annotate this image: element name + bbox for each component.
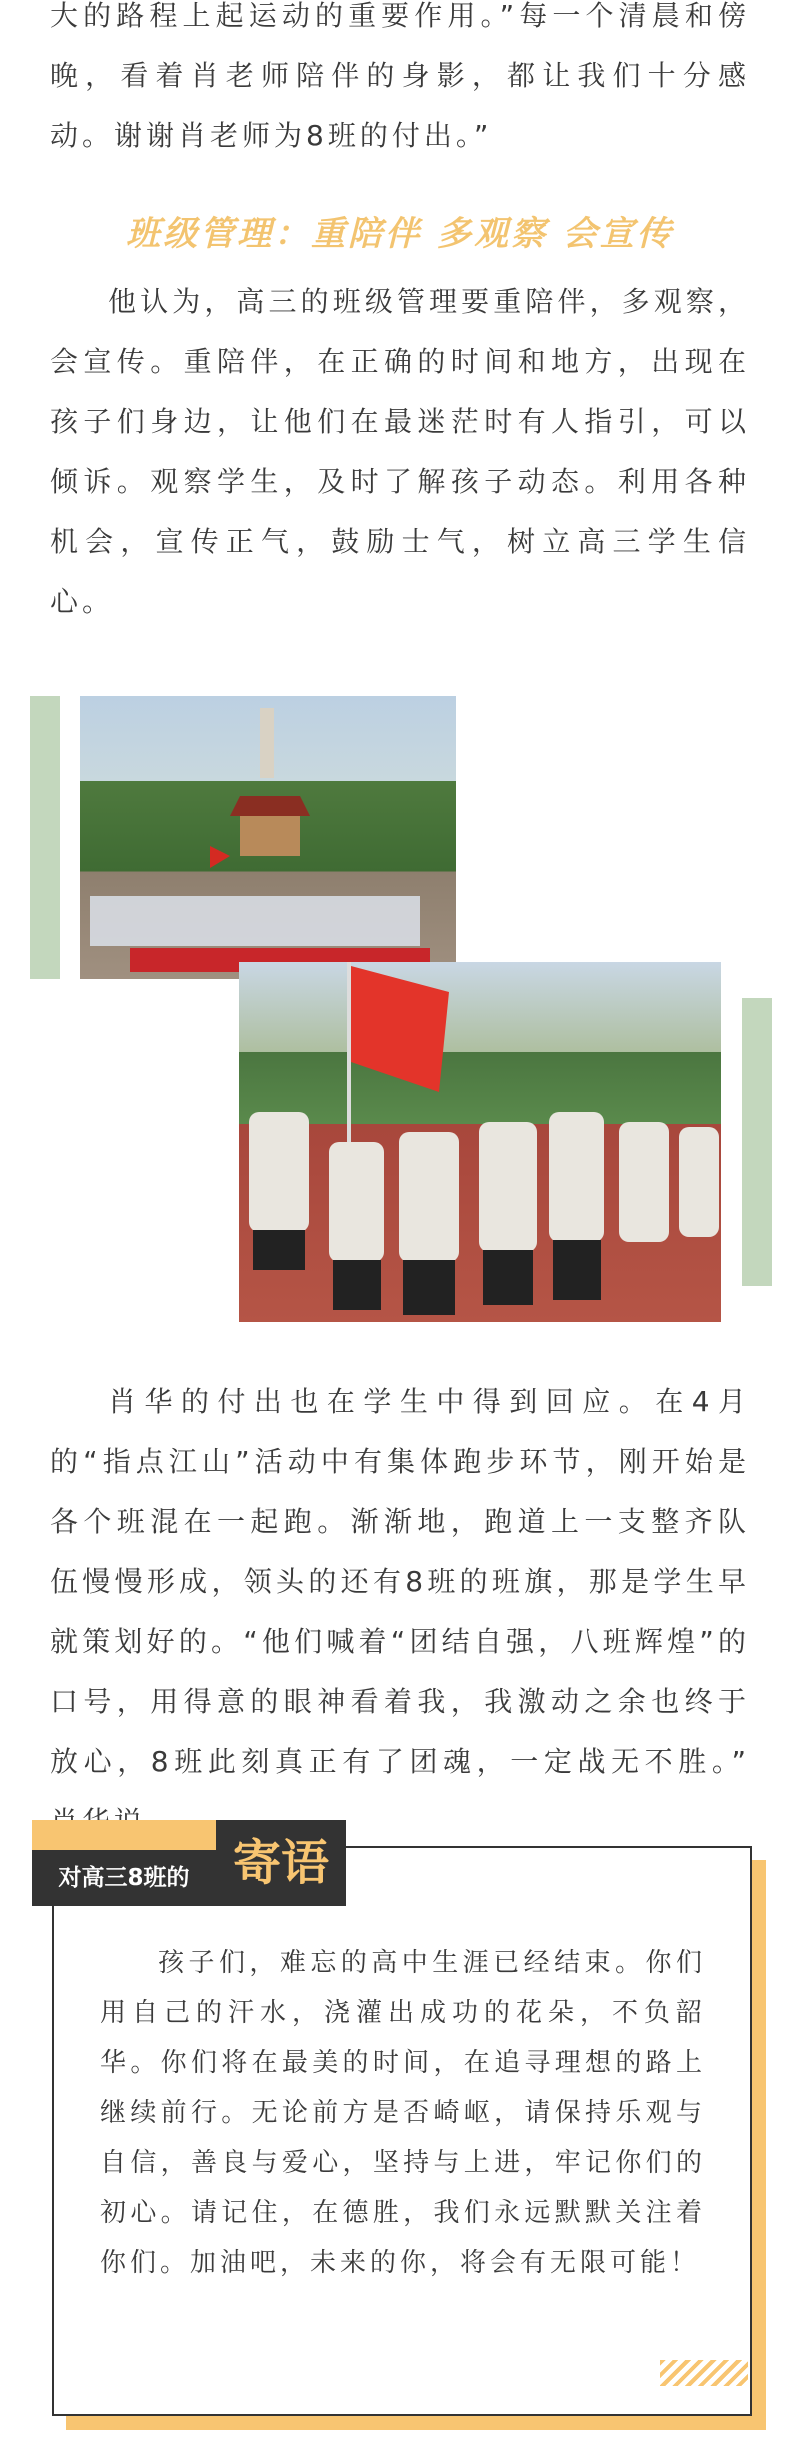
pavilion-roof (230, 796, 310, 816)
intro-paragraph-tail: 大的路程上起运动的重要作用。”每一个清晨和傍晚，看着肖老师陪伴的身影，都让我们十分感动。谢谢肖老师为8班的付出。” (50, 0, 750, 152)
red-flag (210, 846, 230, 868)
pagoda (260, 708, 274, 778)
card-message-body: 孩子们，难忘的高中生涯已经结束。你们用自己的汗水，浇灌出成功的花朵，不负韶华。你们将在最美的时间，在追寻理想的路上继续前行。无论前方是否崎岖，请保持乐观与自信，善良与爱心，坚持与上进，牢记你们的初心。请记住，在德胜，我们永远默默关注着你们。加油吧，未来的你，将会有无限可能！ (100, 1948, 706, 2278)
pavilion (240, 816, 300, 856)
decorative-green-bar-left (30, 696, 60, 979)
card-title: 寄语 (216, 1820, 346, 1906)
management-paragraph: 他认为，高三的班级管理要重陪伴，多观察，会宣传。重陪伴，在正确的时间和地方，出现在孩子们身边，让他们在最迷茫时有人指引，可以倾诉。观察学生，及时了解孩子动态。利用各种机会，宣传正气，鼓励士气，树立高三学生信心。 (50, 285, 750, 618)
decorative-stripes (660, 2360, 748, 2386)
students-row (90, 896, 420, 946)
running-photo (239, 962, 721, 1322)
group-photo (80, 696, 456, 979)
card-tab-accent (32, 1820, 216, 1850)
running-photo-illustration (239, 962, 721, 1322)
card-label: 对高三8班的 (32, 1850, 216, 1906)
runners (249, 1112, 719, 1262)
decorative-green-bar-right (742, 998, 772, 1286)
group-photo-illustration (80, 696, 456, 979)
response-paragraph: 肖华的付出也在学生中得到回应。在4月的“指点江山”活动中有集体跑步环节，刚开始是各个班混在一起跑。渐渐地，跑道上一支整齐队伍慢慢形成，领头的还有8班的班旗，那是学生早就策划好的。“他们喊着“团结自强，八班辉煌”的口号，用得意的眼神看着我，我激动之余也终于放心，8班此刻真正有了团魂，一定战无不胜。” (50, 1385, 750, 1778)
section-heading: 班级管理：重陪伴 多观察 会宣传 (126, 214, 674, 254)
red-class-flag (351, 966, 449, 1092)
